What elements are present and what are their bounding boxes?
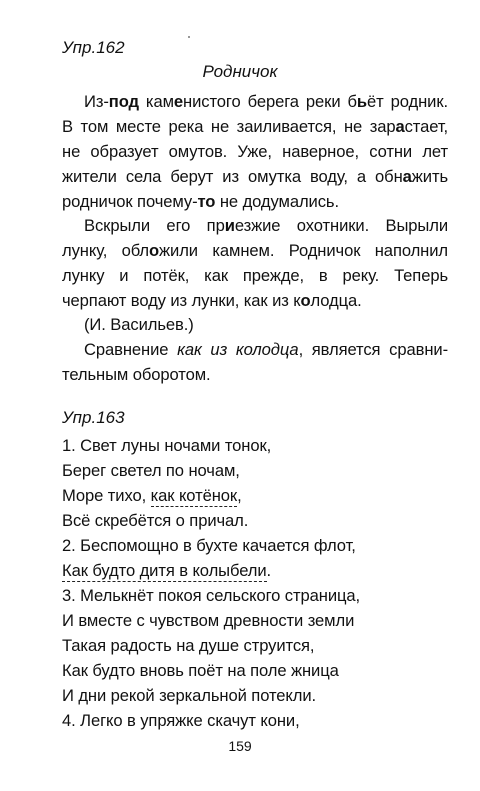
text-line: Сравнение как из колодца, является сравни- [84, 340, 448, 359]
poem-line: 3. Мелькнёт покоя сельского страница, [62, 586, 361, 605]
page-number: 159 [228, 738, 252, 754]
poem-line: 2. Беспомощно в бухте качается флот, [62, 536, 356, 555]
text-line: жители села берут из омутка воду, а обнажить [62, 167, 448, 186]
exercise-163-label: Упр.163 [62, 408, 125, 427]
poem-line: 4. Легко в упряжке скачут кони, [62, 711, 300, 730]
poem-line: Такая радость на душе струится, [62, 636, 315, 655]
exercise-162-label: Упр.162 [62, 38, 125, 57]
poem-line: И дни рекой зеркальной потекли. [62, 686, 317, 705]
text-line: лунку, обложили камнем. Родничок наполнил [62, 241, 448, 260]
author-attribution: (И. Васильев.) [84, 315, 194, 334]
poem-line: Всё скребётся о причал. [62, 511, 249, 530]
comparison-underline: как котёнок [150, 486, 238, 505]
poem-line: И вместе с чувством древности земли [62, 611, 355, 630]
text-line: не образует омутов. Уже, наверное, сотни лет [62, 142, 448, 161]
text-line: лунку и потёк, как прежде, в реку. Теперь [62, 266, 448, 285]
poem-line: 1. Свет луны ночами тонок, [62, 436, 272, 455]
text-line: В том месте река не заиливается, не зарастает, [62, 117, 448, 136]
story-title: Родничок [202, 62, 278, 81]
poem-line: Как будто вновь поёт на поле жница [62, 661, 339, 680]
text-line: Из-под каменистого берега реки бьёт родник. [84, 92, 448, 111]
text-line: тельным оборотом. [62, 365, 211, 384]
poem-line: Берег светел по ночам, [62, 461, 240, 480]
text-line: черпают воду из лунки, как из колодца. [62, 291, 362, 310]
poem-line: Как будто дитя в колыбели. [62, 561, 272, 580]
poem-line: Море тихо, как котёнок, [62, 486, 242, 505]
text-line: Вскрыли его приезжие охотники. Вырыли [84, 216, 448, 235]
comparison-underline: Как будто дитя в колыбели [62, 561, 267, 580]
speck [188, 36, 190, 38]
text-line: родничок почему-то не додумались. [62, 192, 339, 211]
